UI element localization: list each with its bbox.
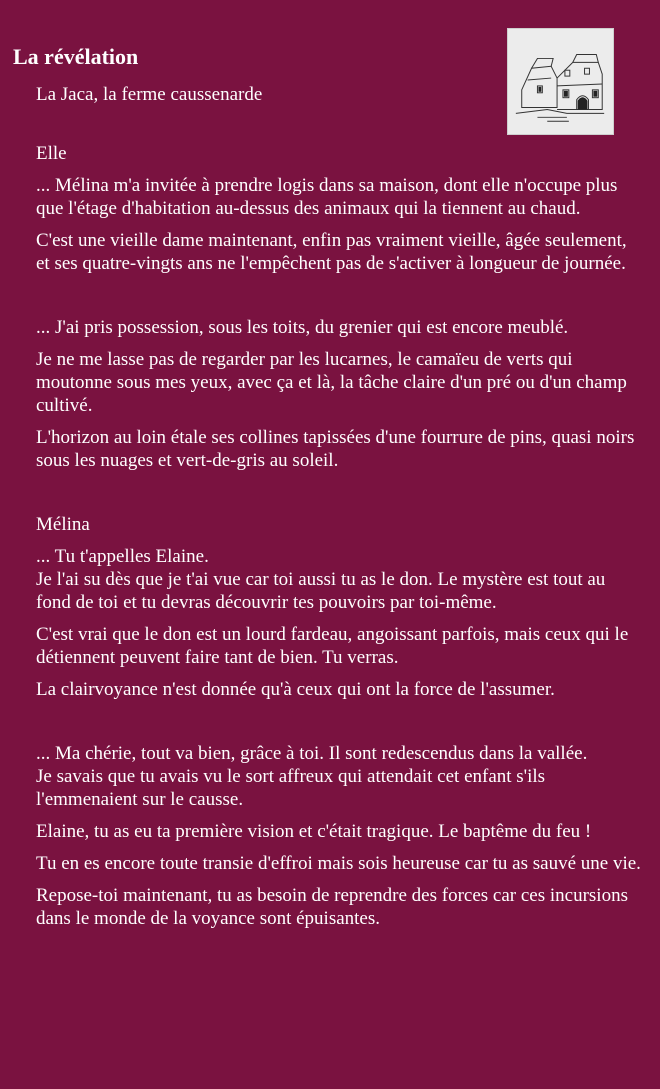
- paragraph: ... Tu t'appelles Elaine.: [36, 546, 209, 567]
- speaker-label: Elle: [36, 143, 67, 164]
- paragraph: Repose-toi maintenant, tu as besoin de reprendre des forces car ces incursions dans le monde de la voyance sont épuisantes.: [36, 885, 628, 929]
- paragraph: L'horizon au loin étale ses collines tapissées d'une fourrure de pins, quasi noirs sous les nuages et vert-de-gris au soleil.: [36, 427, 635, 471]
- story-content: [36, 142, 642, 939]
- section-spacer: [36, 481, 642, 513]
- paragraph: Je savais que tu avais vu le sort affreux qui attendait cet enfant s'ils l'emmenaient sur le causse.: [36, 766, 546, 810]
- paragraph: ... Ma chérie, tout va bien, grâce à toi. Il sont redescendus dans la vallée.: [36, 743, 588, 764]
- paragraph: Elaine, tu as eu ta première vision et c'était tragique. Le baptême du feu !: [36, 821, 592, 842]
- paragraph: ... J'ai pris possession, sous les toits, du grenier qui est encore meublé.: [36, 317, 569, 338]
- speaker-label: Mélina: [36, 514, 90, 535]
- section-spacer: [36, 710, 642, 742]
- farmhouse-sketch-image[interactable]: [507, 28, 614, 135]
- paragraph: La clairvoyance n'est donnée qu'à ceux qui ont la force de l'assumer.: [36, 679, 555, 700]
- paragraph: C'est vrai que le don est un lourd fardeau, angoissant parfois, mais ceux qui le détiennent peuvent faire tant de bien. Tu verras.: [36, 624, 629, 668]
- paragraph: Je l'ai su dès que je t'ai vue car toi aussi tu as le don. Le mystère est tout au fond de toi et tu devras découvrir tes pouvoirs par toi-même.: [36, 569, 606, 613]
- paragraph: Je ne me lasse pas de regarder par les lucarnes, le camaïeu de verts qui moutonne sous mes yeux, avec ça et là, la tâche claire d'un pré ou d'un champ cultivé.: [36, 349, 627, 416]
- paragraph: Tu en es encore toute transie d'effroi mais sois heureuse car tu as sauvé une vie.: [36, 853, 641, 874]
- section-spacer: [36, 284, 642, 316]
- page-title: La révélation: [13, 44, 139, 69]
- paragraph: C'est une vieille dame maintenant, enfin pas vraiment vieille, âgée seulement, et ses quatre-vingts ans ne l'empêchent pas de s'activer à longueur de journée.: [36, 230, 627, 274]
- paragraph: ... Mélina m'a invitée à prendre logis dans sa maison, dont elle n'occupe plus que l'étage d'habitation au-dessus des animaux qui la tiennent au chaud.: [36, 175, 618, 219]
- farmhouse-sketch-icon: [508, 29, 613, 134]
- page-subtitle: La Jaca, la ferme caussenarde: [36, 84, 263, 105]
